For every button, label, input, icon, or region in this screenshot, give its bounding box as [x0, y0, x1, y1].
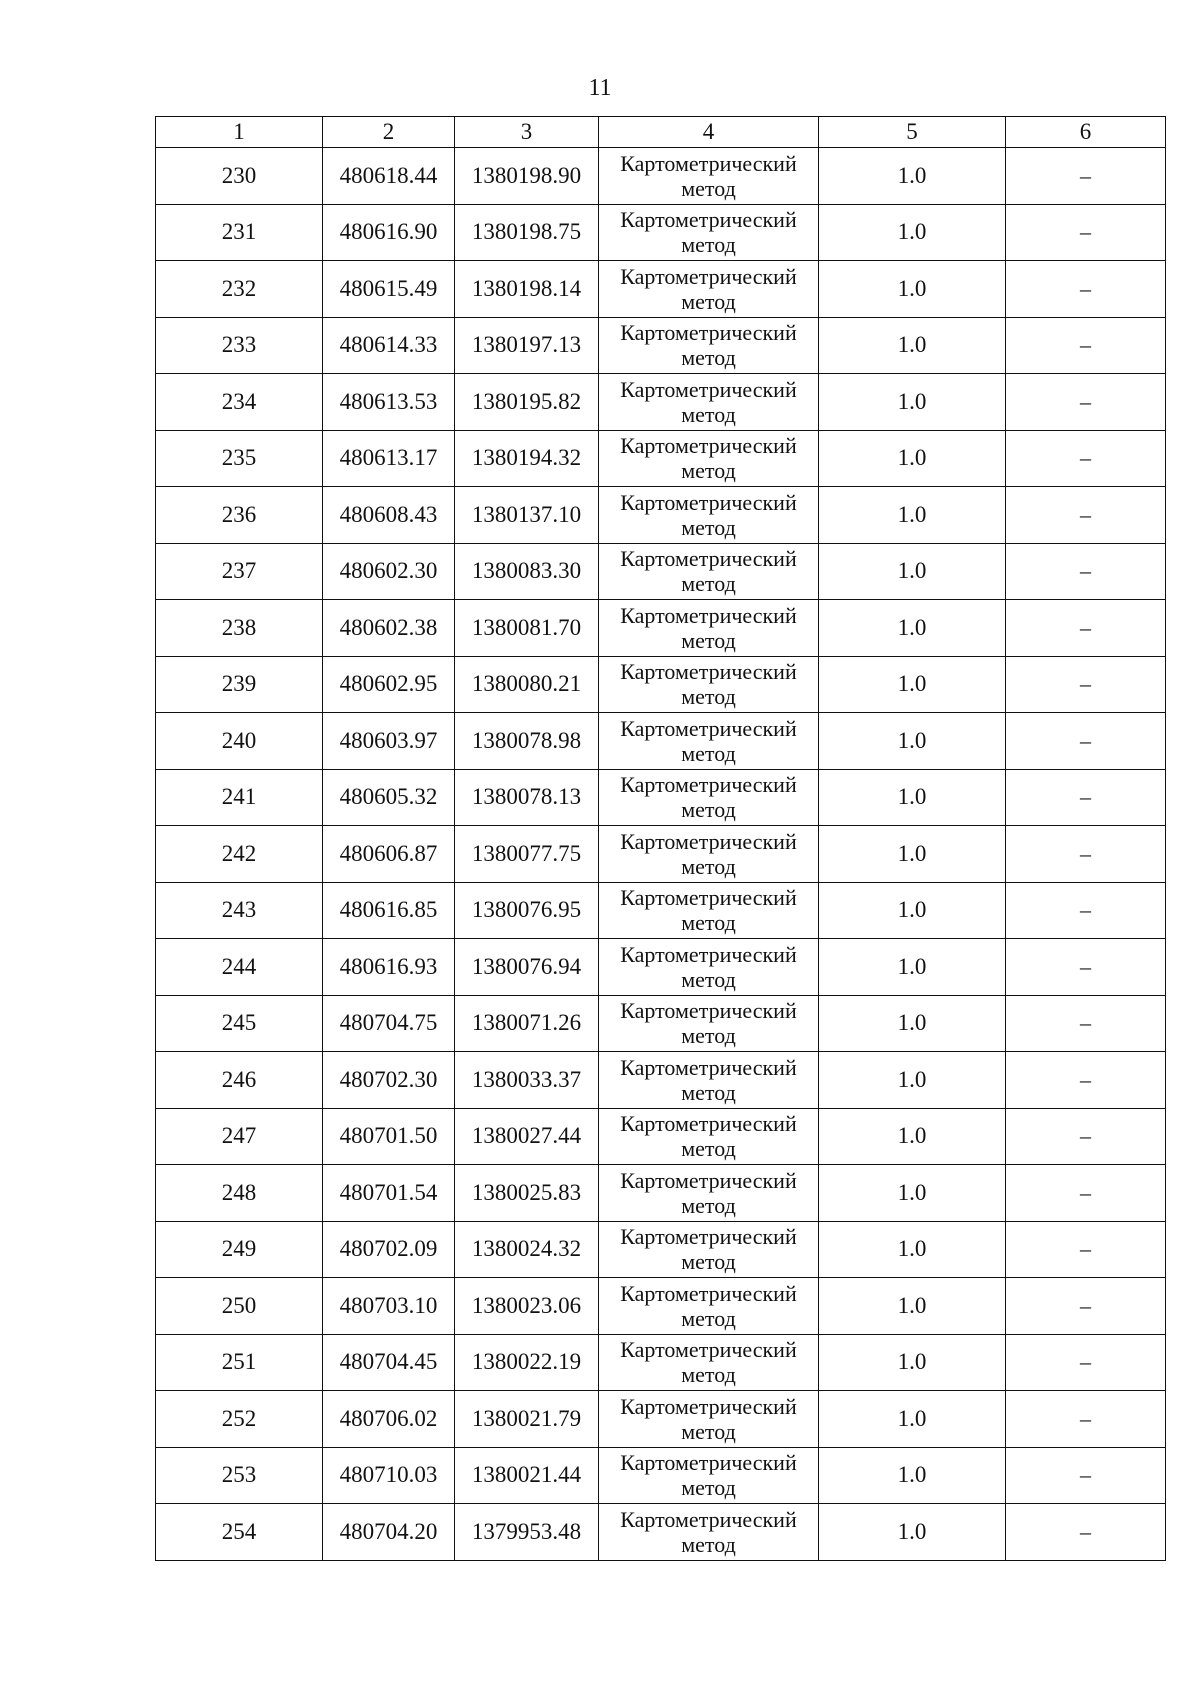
method-cell [599, 995, 819, 1052]
note-cell: – [1006, 1221, 1166, 1278]
method-cell [599, 713, 819, 770]
y-coordinate-cell: 1380197.13 [455, 317, 599, 374]
accuracy-cell: 1.0 [819, 939, 1006, 996]
method-line-2: метод [681, 458, 736, 484]
note-cell: – [1006, 826, 1166, 883]
y-coordinate-cell: 1380033.37 [455, 1052, 599, 1109]
method-line-2: метод [681, 571, 736, 597]
y-coordinate-cell: 1380021.44 [455, 1447, 599, 1504]
point-number-cell: 250 [156, 1278, 323, 1335]
table-row [156, 1504, 1166, 1561]
table-row [156, 713, 1166, 770]
table-row [156, 1165, 1166, 1222]
method-line-2: метод [681, 1249, 736, 1275]
method-line-2: метод [681, 345, 736, 371]
y-coordinate-cell: 1380027.44 [455, 1108, 599, 1165]
table-row [156, 317, 1166, 374]
accuracy-cell: 1.0 [819, 1165, 1006, 1222]
header-col-6: 6 [1006, 117, 1166, 148]
point-number-cell: 248 [156, 1165, 323, 1222]
method-cell [599, 769, 819, 826]
point-number-cell: 233 [156, 317, 323, 374]
method-line-2: метод [681, 853, 736, 879]
method-line-1: Картометрический [620, 1224, 797, 1250]
x-coordinate-cell: 480704.45 [323, 1334, 455, 1391]
x-coordinate-cell: 480613.17 [323, 430, 455, 487]
method-cell [599, 882, 819, 939]
table-header [156, 117, 1166, 148]
note-cell: – [1006, 1334, 1166, 1391]
table-row [156, 995, 1166, 1052]
point-number-cell: 251 [156, 1334, 323, 1391]
table-row [156, 1221, 1166, 1278]
y-coordinate-cell: 1380198.90 [455, 148, 599, 205]
accuracy-cell: 1.0 [819, 769, 1006, 826]
y-coordinate-cell: 1380076.95 [455, 882, 599, 939]
x-coordinate-cell: 480602.38 [323, 600, 455, 657]
note-cell: – [1006, 1504, 1166, 1561]
point-number-cell: 238 [156, 600, 323, 657]
note-cell: – [1006, 1447, 1166, 1504]
method-line-1: Картометрический [620, 941, 797, 967]
method-line-2: метод [681, 740, 736, 766]
note-cell: – [1006, 317, 1166, 374]
method-line-1: Картометрический [620, 885, 797, 911]
method-line-2: метод [681, 1305, 736, 1331]
note-cell: – [1006, 543, 1166, 600]
method-line-1: Картометрический [620, 1393, 797, 1419]
accuracy-cell: 1.0 [819, 656, 1006, 713]
x-coordinate-cell: 480602.95 [323, 656, 455, 713]
method-line-1: Картометрический [620, 207, 797, 233]
method-line-2: метод [681, 1079, 736, 1105]
method-line-2: метод [681, 684, 736, 710]
method-cell [599, 261, 819, 318]
method-cell [599, 430, 819, 487]
table-row [156, 1278, 1166, 1335]
table-row [156, 939, 1166, 996]
accuracy-cell: 1.0 [819, 1447, 1006, 1504]
point-number-cell: 247 [156, 1108, 323, 1165]
method-line-2: метод [681, 401, 736, 427]
note-cell: – [1006, 204, 1166, 261]
note-cell: – [1006, 1165, 1166, 1222]
method-cell [599, 543, 819, 600]
method-line-1: Картометрический [620, 828, 797, 854]
point-number-cell: 252 [156, 1391, 323, 1448]
note-cell: – [1006, 374, 1166, 431]
x-coordinate-cell: 480608.43 [323, 487, 455, 544]
method-cell [599, 1221, 819, 1278]
point-number-cell: 243 [156, 882, 323, 939]
method-cell [599, 939, 819, 996]
note-cell: – [1006, 656, 1166, 713]
accuracy-cell: 1.0 [819, 1334, 1006, 1391]
table-body [156, 148, 1166, 1561]
method-line-1: Картометрический [620, 1280, 797, 1306]
accuracy-cell: 1.0 [819, 374, 1006, 431]
x-coordinate-cell: 480710.03 [323, 1447, 455, 1504]
x-coordinate-cell: 480615.49 [323, 261, 455, 318]
method-cell [599, 1165, 819, 1222]
method-line-2: метод [681, 514, 736, 540]
x-coordinate-cell: 480613.53 [323, 374, 455, 431]
point-number-cell: 239 [156, 656, 323, 713]
method-cell [599, 1108, 819, 1165]
method-line-2: метод [681, 1192, 736, 1218]
note-cell: – [1006, 939, 1166, 996]
accuracy-cell: 1.0 [819, 1108, 1006, 1165]
method-cell [599, 656, 819, 713]
x-coordinate-cell: 480614.33 [323, 317, 455, 374]
header-col-4: 4 [599, 117, 819, 148]
x-coordinate-cell: 480704.75 [323, 995, 455, 1052]
header-row [156, 117, 1166, 148]
method-line-1: Картометрический [620, 1450, 797, 1476]
accuracy-cell: 1.0 [819, 317, 1006, 374]
x-coordinate-cell: 480701.54 [323, 1165, 455, 1222]
note-cell: – [1006, 769, 1166, 826]
x-coordinate-cell: 480605.32 [323, 769, 455, 826]
point-number-cell: 249 [156, 1221, 323, 1278]
y-coordinate-cell: 1380076.94 [455, 939, 599, 996]
y-coordinate-cell: 1380081.70 [455, 600, 599, 657]
accuracy-cell: 1.0 [819, 204, 1006, 261]
method-line-2: метод [681, 288, 736, 314]
method-line-1: Картометрический [620, 1506, 797, 1532]
header-col-3: 3 [455, 117, 599, 148]
table-row [156, 261, 1166, 318]
method-line-2: метод [681, 966, 736, 992]
x-coordinate-cell: 480616.90 [323, 204, 455, 261]
method-line-2: метод [681, 1531, 736, 1557]
y-coordinate-cell: 1380023.06 [455, 1278, 599, 1335]
y-coordinate-cell: 1380021.79 [455, 1391, 599, 1448]
method-line-1: Картометрический [620, 320, 797, 346]
accuracy-cell: 1.0 [819, 543, 1006, 600]
y-coordinate-cell: 1380137.10 [455, 487, 599, 544]
point-number-cell: 245 [156, 995, 323, 1052]
x-coordinate-cell: 480603.97 [323, 713, 455, 770]
method-cell [599, 374, 819, 431]
method-line-2: метод [681, 1362, 736, 1388]
coordinates-table [155, 116, 1166, 1561]
y-coordinate-cell: 1380194.32 [455, 430, 599, 487]
point-number-cell: 231 [156, 204, 323, 261]
method-cell [599, 1334, 819, 1391]
table-row [156, 1334, 1166, 1391]
method-line-1: Картометрический [620, 433, 797, 459]
x-coordinate-cell: 480704.20 [323, 1504, 455, 1561]
point-number-cell: 254 [156, 1504, 323, 1561]
accuracy-cell: 1.0 [819, 1052, 1006, 1109]
method-line-2: метод [681, 627, 736, 653]
accuracy-cell: 1.0 [819, 826, 1006, 883]
point-number-cell: 240 [156, 713, 323, 770]
note-cell: – [1006, 1391, 1166, 1448]
point-number-cell: 244 [156, 939, 323, 996]
note-cell: – [1006, 487, 1166, 544]
note-cell: – [1006, 430, 1166, 487]
y-coordinate-cell: 1379953.48 [455, 1504, 599, 1561]
table-row [156, 769, 1166, 826]
x-coordinate-cell: 480702.30 [323, 1052, 455, 1109]
method-cell [599, 148, 819, 205]
x-coordinate-cell: 480616.93 [323, 939, 455, 996]
x-coordinate-cell: 480701.50 [323, 1108, 455, 1165]
method-line-1: Картометрический [620, 1167, 797, 1193]
table-row [156, 374, 1166, 431]
method-line-1: Картометрический [620, 772, 797, 798]
header-col-2: 2 [323, 117, 455, 148]
x-coordinate-cell: 480618.44 [323, 148, 455, 205]
table-row [156, 1052, 1166, 1109]
table-row [156, 882, 1166, 939]
method-line-1: Картометрический [620, 150, 797, 176]
accuracy-cell: 1.0 [819, 430, 1006, 487]
method-cell [599, 487, 819, 544]
method-line-2: метод [681, 1418, 736, 1444]
accuracy-cell: 1.0 [819, 148, 1006, 205]
table-row [156, 656, 1166, 713]
y-coordinate-cell: 1380077.75 [455, 826, 599, 883]
y-coordinate-cell: 1380022.19 [455, 1334, 599, 1391]
note-cell: – [1006, 261, 1166, 318]
y-coordinate-cell: 1380025.83 [455, 1165, 599, 1222]
y-coordinate-cell: 1380198.14 [455, 261, 599, 318]
point-number-cell: 232 [156, 261, 323, 318]
table-row [156, 1108, 1166, 1165]
accuracy-cell: 1.0 [819, 882, 1006, 939]
method-line-1: Картометрический [620, 602, 797, 628]
note-cell: – [1006, 713, 1166, 770]
accuracy-cell: 1.0 [819, 487, 1006, 544]
note-cell: – [1006, 995, 1166, 1052]
method-line-1: Картометрический [620, 376, 797, 402]
table-row [156, 148, 1166, 205]
method-cell [599, 826, 819, 883]
method-line-2: метод [681, 175, 736, 201]
note-cell: – [1006, 1108, 1166, 1165]
method-cell [599, 317, 819, 374]
x-coordinate-cell: 480703.10 [323, 1278, 455, 1335]
accuracy-cell: 1.0 [819, 1221, 1006, 1278]
method-line-1: Картометрический [620, 489, 797, 515]
y-coordinate-cell: 1380080.21 [455, 656, 599, 713]
method-line-1: Картометрический [620, 263, 797, 289]
point-number-cell: 253 [156, 1447, 323, 1504]
method-cell [599, 600, 819, 657]
point-number-cell: 241 [156, 769, 323, 826]
table-row [156, 204, 1166, 261]
table-row [156, 600, 1166, 657]
method-line-1: Картометрический [620, 1054, 797, 1080]
point-number-cell: 237 [156, 543, 323, 600]
note-cell: – [1006, 1278, 1166, 1335]
y-coordinate-cell: 1380024.32 [455, 1221, 599, 1278]
method-line-1: Картометрический [620, 1337, 797, 1363]
y-coordinate-cell: 1380071.26 [455, 995, 599, 1052]
method-line-1: Картометрический [620, 998, 797, 1024]
note-cell: – [1006, 600, 1166, 657]
x-coordinate-cell: 480602.30 [323, 543, 455, 600]
method-cell [599, 1504, 819, 1561]
y-coordinate-cell: 1380198.75 [455, 204, 599, 261]
note-cell: – [1006, 1052, 1166, 1109]
method-cell [599, 1052, 819, 1109]
accuracy-cell: 1.0 [819, 995, 1006, 1052]
note-cell: – [1006, 148, 1166, 205]
x-coordinate-cell: 480616.85 [323, 882, 455, 939]
table-row [156, 543, 1166, 600]
y-coordinate-cell: 1380083.30 [455, 543, 599, 600]
point-number-cell: 236 [156, 487, 323, 544]
accuracy-cell: 1.0 [819, 1504, 1006, 1561]
table-row [156, 1391, 1166, 1448]
table-row [156, 487, 1166, 544]
accuracy-cell: 1.0 [819, 713, 1006, 770]
table-row [156, 430, 1166, 487]
method-line-1: Картометрический [620, 715, 797, 741]
method-cell [599, 1391, 819, 1448]
note-cell: – [1006, 882, 1166, 939]
accuracy-cell: 1.0 [819, 1278, 1006, 1335]
accuracy-cell: 1.0 [819, 261, 1006, 318]
x-coordinate-cell: 480606.87 [323, 826, 455, 883]
y-coordinate-cell: 1380078.98 [455, 713, 599, 770]
point-number-cell: 234 [156, 374, 323, 431]
method-line-2: метод [681, 910, 736, 936]
header-col-1: 1 [156, 117, 323, 148]
table-row [156, 1447, 1166, 1504]
point-number-cell: 246 [156, 1052, 323, 1109]
method-line-2: метод [681, 797, 736, 823]
header-col-5: 5 [819, 117, 1006, 148]
method-cell [599, 1278, 819, 1335]
method-line-2: метод [681, 1136, 736, 1162]
method-line-1: Картометрический [620, 659, 797, 685]
table-row [156, 826, 1166, 883]
point-number-cell: 235 [156, 430, 323, 487]
accuracy-cell: 1.0 [819, 1391, 1006, 1448]
point-number-cell: 230 [156, 148, 323, 205]
method-cell [599, 1447, 819, 1504]
x-coordinate-cell: 480702.09 [323, 1221, 455, 1278]
y-coordinate-cell: 1380078.13 [455, 769, 599, 826]
x-coordinate-cell: 480706.02 [323, 1391, 455, 1448]
accuracy-cell: 1.0 [819, 600, 1006, 657]
page-number: 11 [588, 75, 612, 101]
method-line-1: Картометрический [620, 1111, 797, 1137]
method-line-2: метод [681, 232, 736, 258]
method-line-2: метод [681, 1475, 736, 1501]
point-number-cell: 242 [156, 826, 323, 883]
method-cell [599, 204, 819, 261]
method-line-2: метод [681, 1023, 736, 1049]
y-coordinate-cell: 1380195.82 [455, 374, 599, 431]
method-line-1: Картометрический [620, 546, 797, 572]
